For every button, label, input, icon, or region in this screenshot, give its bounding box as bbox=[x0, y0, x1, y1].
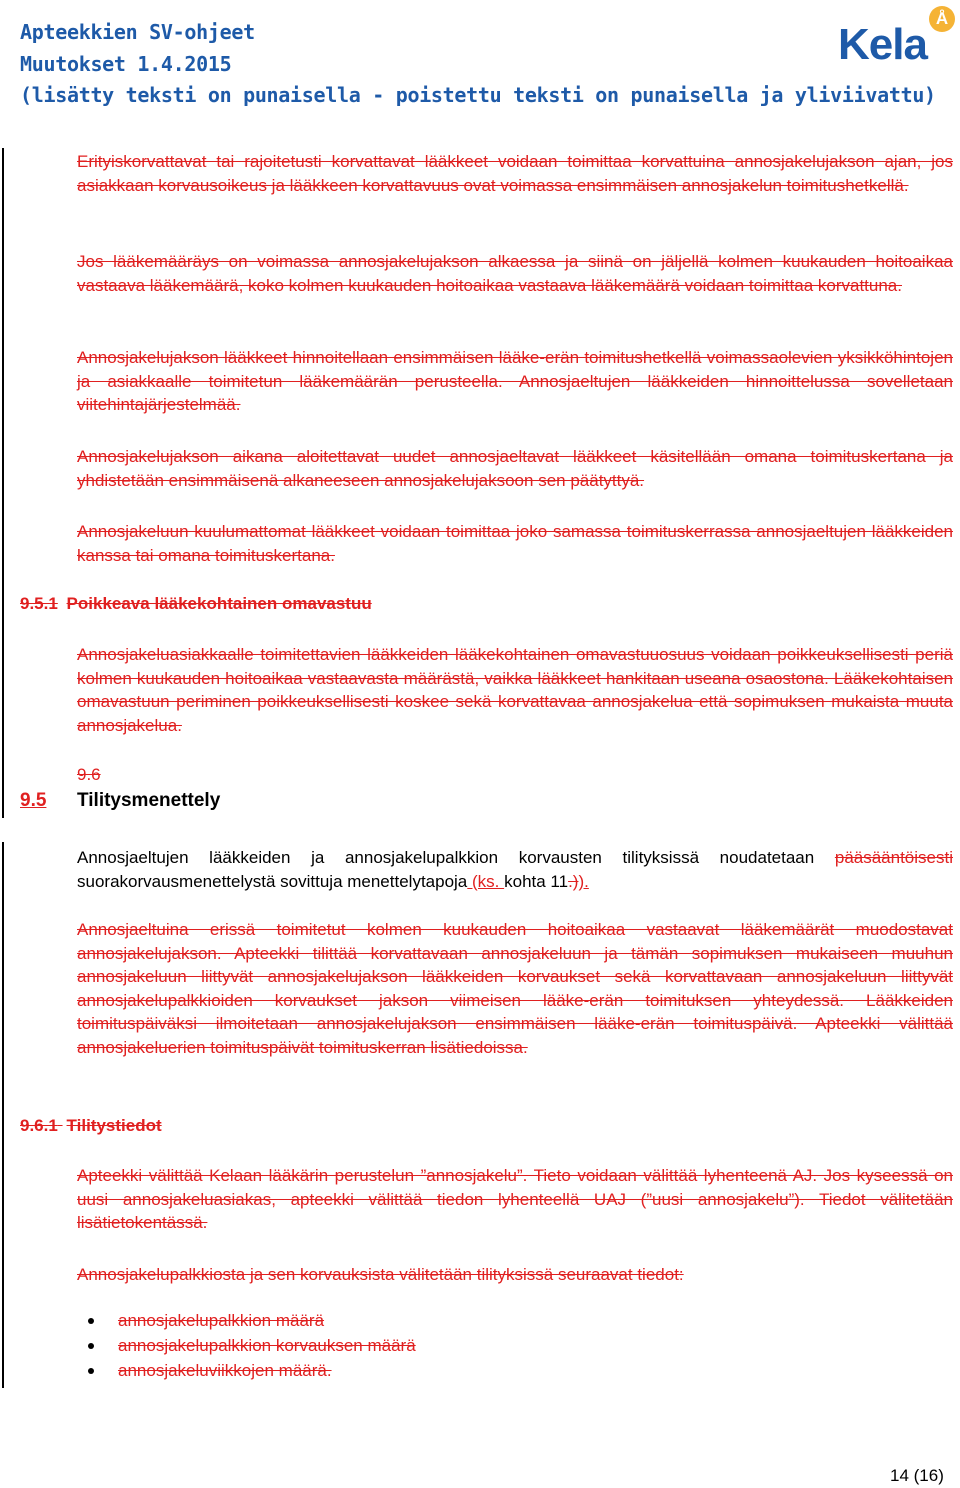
doc-title: Apteekkien SV-ohjeet bbox=[20, 20, 255, 44]
inserted-text: ). bbox=[578, 871, 589, 891]
doc-subtitle: Muutokset 1.4.2015 bbox=[20, 52, 232, 76]
text-run: Annosjaeltujen lääkkeiden ja annosjakelupalkkion korvausten tilityksissä noudatetaan bbox=[77, 848, 835, 867]
section-heading-95 bbox=[20, 790, 221, 812]
paragraph: Erityiskorvattavat tai rajoitetusti korvattavat lääkkeet voidaan toimittaa korvattuina annosjakelujakson ajan, jos asiakkaan korvausoikeus ja lääkkeen korvattavuus ovat voimassa ensimmäisen annosjakelun toimitushetkellä. bbox=[77, 152, 953, 195]
list-item: annosjakelupalkkion korvauksen määrä bbox=[118, 1336, 416, 1355]
section-heading-951 bbox=[20, 594, 372, 614]
text-run: suorakorvausmenettelystä sovittuja menettelytapoja bbox=[77, 871, 468, 891]
list-item: annosjakelupalkkion määrä bbox=[118, 1311, 325, 1330]
section-title: Poikkeava lääkekohtainen omavastuu bbox=[66, 594, 372, 613]
doc-legend: (lisätty teksti on punaisella - poistettu teksti on punaisella ja yliviivattu) bbox=[20, 83, 936, 107]
paragraph: Annosjakelupalkkiosta ja sen korvauksista välitetään tilityksissä seuraavat tiedot: bbox=[77, 1265, 684, 1284]
inserted-text: (ks. bbox=[467, 871, 505, 891]
change-bar bbox=[2, 148, 4, 818]
paragraph: Annosjakelujakson aikana aloitettavat uudet annosjaeltavat lääkkeet käsitellään omana toimituskertana ja yhdistetään ensimmäisenä alkaneeseen annosjakelujaksoon sen päätyttyä. bbox=[77, 447, 953, 490]
paragraph: Annosjakelujakson lääkkeet hinnoitellaan ensimmäisen lääke-erän toimitushetkellä voimassaolevien yksikköhintojen ja asiakkaalle toimitetun lääkemäärän perusteella. Annosjaeltujen lääkkeiden hinnoittelussa sovelletaan viitehintajärjestelmää. bbox=[77, 348, 953, 414]
bullet-dot bbox=[88, 1343, 94, 1349]
change-bar bbox=[2, 842, 4, 1388]
paragraph: Annosjakeluun kuulumattomat lääkkeet voidaan toimittaa joko samassa toimituskerrassa annosjaeltujen lääkkeiden kanssa tai omana toimituskertana. bbox=[77, 522, 953, 565]
paragraph: Apteekki välittää Kelaan lääkärin perustelun ”annosjakelu”. Tieto voidaan välittää lyhenteenä AJ. Jos kyseessä on uusi annosjakeluasiakas, apteekki välittää tiedon lyhenteellä UAJ (”uusi annosjakelu”). Tiedot välitetään lisätietokentässä. bbox=[77, 1166, 953, 1232]
deleted-section-number: 9.6 bbox=[77, 765, 101, 784]
text-run: kohta 11 bbox=[504, 871, 569, 891]
paragraph: Jos lääkemääräys on voimassa annosjakelujakson alkaessa ja siinä on jäljellä kolmen kuukauden hoitoaikaa vastaava lääkemäärä, koko kolmen kuukauden hoitoaikaa vastaava lääkemäärä voidaan toimittaa korvattuna. bbox=[77, 252, 953, 295]
list-item: annosjakeluviikkojen määrä. bbox=[118, 1361, 332, 1380]
bullet-dot bbox=[88, 1368, 94, 1374]
paragraph bbox=[77, 846, 953, 893]
logo-text: Kela bbox=[838, 20, 927, 69]
section-title: Tilitystiedot bbox=[66, 1116, 162, 1135]
section-title: Tilitysmenettely bbox=[77, 790, 221, 811]
section-number: 9.5.1 bbox=[20, 594, 58, 613]
section-number: 9.5 bbox=[20, 790, 47, 811]
section-number: 9.6.1 bbox=[20, 1116, 58, 1135]
paragraph: Annosjakeluasiakkaalle toimitettavien lääkkeiden lääkekohtainen omavastuuosuus voidaan poikkeuksellisesti periä kolmen kuukauden hoitoaikaa vastaavasta määrästä, vaikka lääkkeet hankitaan useana osaostona. Lääkekohtaisen omavastuun periminen poikkeuksellisesti koskee sekä korvattavaa annosjakelua että sopimuksen mukaista muuta annosjakelua. bbox=[77, 645, 953, 735]
section-heading-961 bbox=[20, 1116, 162, 1136]
deleted-text: pääsääntöisesti bbox=[834, 848, 953, 867]
bullet-dot bbox=[88, 1318, 94, 1324]
logo-badge: Å bbox=[929, 6, 955, 32]
deleted-text: .) bbox=[568, 871, 579, 891]
kela-logo bbox=[838, 6, 956, 68]
page-number: 14 (16) bbox=[890, 1466, 944, 1485]
paragraph: Annosjaeltuina erissä toimitetut kolmen kuukauden hoitoaikaa vastaavat lääkemäärät muodostavat annosjakelujakson. Apteekki tilittää korvattavaan annosjakeluun ja tämän sopimuksen mukaiseen muuhun annosjakeluun liittyvät annosjakelujakson lääkkeiden korvaukset sekä korvattavaan annosjakeluun liittyvät annosjakelupalkkioiden korvaukset jakson viimeisen lääke-erän toimituksen yhteydessä. Lääkkeiden toimituspäiväksi ilmoitetaan annosjakelujakson ensimmäisen lääke-erän toimituspäivä. Apteekki välittää annosjakeluerien toimituspäivät toimituskerran lisätiedoissa. bbox=[77, 920, 953, 1057]
